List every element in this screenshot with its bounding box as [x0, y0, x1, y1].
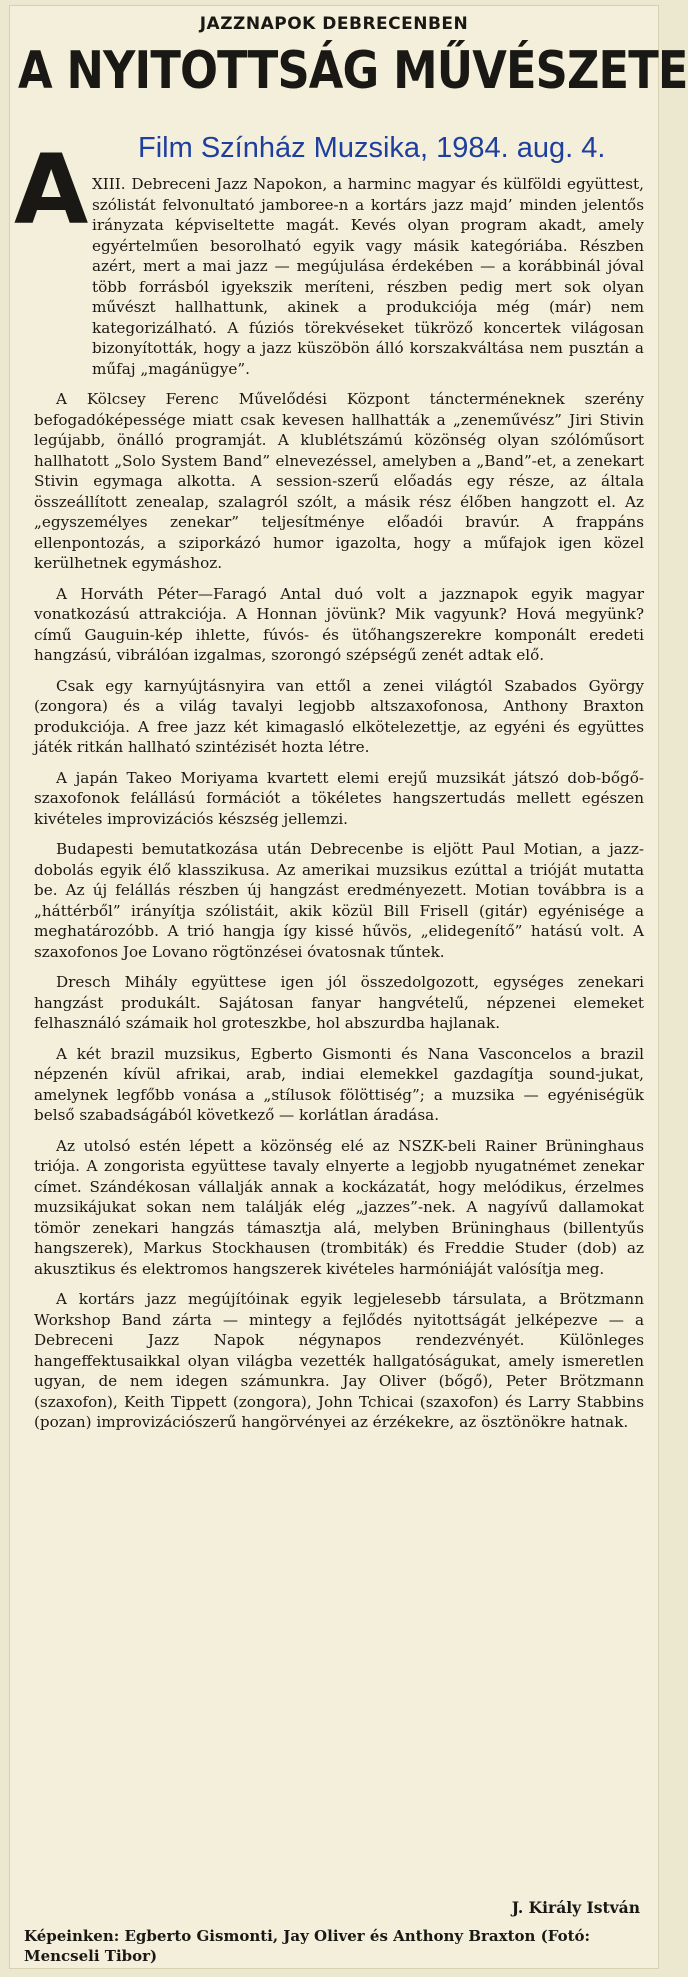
headline: A NYITOTTSÁG MŰVÉSZETE: [18, 41, 688, 101]
paragraph: Budapesti bemutatkozása után Debrecenbe is eljött Paul Motian, a jazz-dobolás egyik élő klasszikusa. Az amerikai muzsikus ezúttal a trióját mutatta be. Az új felállás részben új hangzást eredményezett. Motian továbbra is a „háttérből” irányítja szólistáit, akik közül Bill Frisell (gitár) egyénisége a meghatározóbb. A trió hangja így kissé hűvös, „elidegenítő” hatású volt. A szaxofonos Joe Lovano rögtönzései óvatosnak tűntek.: [34, 840, 644, 961]
paragraph: A Horváth Péter—Faragó Antal duó volt a jazznapok egyik magyar vonatkozású attrakciója. A Honnan jövünk? Mik vagyunk? Hová megyünk? című Gauguin-kép ihlette, fúvós- és ütőhangszerekre komponált eredeti hangzású, vibrálóan izgalmas, szorongó szépségű zenét adtak elő.: [34, 584, 644, 664]
paragraph: A kortárs jazz megújítóinak egyik legjelesebb társulata, a Brötzmann Workshop Band zárta — mintegy a fejlődés nyitottságát jelképezve — a Debreceni Jazz Napok négynapos rendezvényét. Különleges hangeffektusaikkal olyan világba vezették hallgatóságukat, amely ismeretlen ugyan, de nem idegen számunkra. Jay Oliver (bőgő), Peter Brötzmann (szaxofon), Keith Tippett (zongora), John Tchicai (szaxofon) és Larry Stabbins (pozan) improvizációszerű hangörvényei az érzékekre, az ösztönökre hatnak.: [34, 1290, 644, 1431]
paragraph: Dresch Mihály együttese igen jól összedolgozott, egységes zenekari hangzást produkált. Sajátosan fanyar hangvételű, népzenei elemeket felhasználó számaik hol groteszkbe, hol abszurdba hajlanak.: [34, 973, 644, 1032]
paragraph: A japán Takeo Moriyama kvartett elemi erejű muzsikát játszó dob-bőgő-szaxofonok felállású formációt a tökéletes hangszertudás mellett egészen kivételes improvizációs készség jellemzi.: [34, 768, 644, 828]
drop-cap: A: [14, 134, 89, 246]
paragraph: A két brazil muzsikus, Egberto Gismonti és Nana Vasconcelos a brazil népzenén kívül afrikai, arab, indiai elemekkel gazdagítja sound-jukat, amelynek legfőbb vonása a „stílusok fölöttiség”; a muzsika — egyéniségük belső szabadságából következő — korlátlan áradása.: [34, 1044, 644, 1124]
byline: J. Király István: [511, 1898, 640, 1917]
photo-caption: Képeinken: Egberto Gismonti, Jay Oliver és Anthony Braxton (Fotó: Mencseli Tibor): [24, 1927, 591, 1965]
paragraph: Az utolsó estén lépett a közönség elé az NSZK-beli Rainer Brüninghaus triója. A zongorista együttese tavaly elnyerte a legjobb nyugatnémet zenekar címet. Szándékosan vállalják annak a kockázatát, hogy melódikus, érzelmes muzsikájukat sokan nem találják elég „jazzes”-nek. A nagyívű dallamokat tömör zenekari hangzás támasztja alá, melyben Brüninghaus (billentyűs hangszerek), Markus Stockhausen (trombiták) és Freddie Studer (dob) az akusztikus és elektromos hangszerek kivételes harmóniáját valósítja meg.: [34, 1136, 644, 1278]
handwritten-source-note: Film Színház Muzsika, 1984. aug. 4.: [138, 132, 606, 164]
paragraph: Csak egy karnyújtásnyira van ettől a zenei világtól Szabados György (zongora) és a világ tavalyi legjobb altszaxofonosa, Anthony Braxton produkciója. A free jazz két kimagasló elkötelezettje, az egyéni és együttes játék ritkán hallható szintézisét hozta létre.: [34, 676, 644, 756]
article-body: [34, 174, 644, 1443]
newspaper-clipping: [10, 6, 688, 1968]
paragraph: XIII. Debreceni Jazz Napokon, a harminc magyar és külföldi együttest, szólistát felvonultató jamboree-n a kortárs jazz majd’ minden jelentős irányzata képviseltette magát. Kevés olyan program akadt, amely egyértelműen besorolható egyik vagy másik kategóriába. Részben azért, mert a mai jazz — megújulása érdekében — a korábbinál jóval több forrásból igyekszik meríteni, részben pedig mert sok olyan művészt hallhattunk, akinek a produkciója még (már) nem kategorizálható. A fúziós törekvéseket tükröző koncertek világosan bizonyították, hogy a jazz küszöbön álló korszakváltása nem pusztán a műfaj „magánügye”.: [92, 175, 644, 378]
kicker: JAZZNAPOK DEBRECENBEN: [199, 14, 469, 34]
paragraph: A Kölcsey Ferenc Művelődési Központ táncterméneknek szerény befogadóképessége miatt csak kevesen hallhatták a „zeneművész” Jiri Stivin legújabb, önálló programját. A klublétszámú közönség olyan szólóműsort hallhatott „Solo System Band” elnevezéssel, amelyben a „Band”-et, a zenekart Stivin egymaga alkotta. A session-szerű előadás egy része, az általa összeállított zenealap, szalagról szólt, a másik rész élőben hangzott el. Az „egyszemélyes zenekar” teljesítménye előadói bravúr. A frappáns ellenpontozás, a sziporkázó humor igazolta, hogy a műfajok igen közel kerülhetnek egymáshoz.: [34, 390, 644, 572]
